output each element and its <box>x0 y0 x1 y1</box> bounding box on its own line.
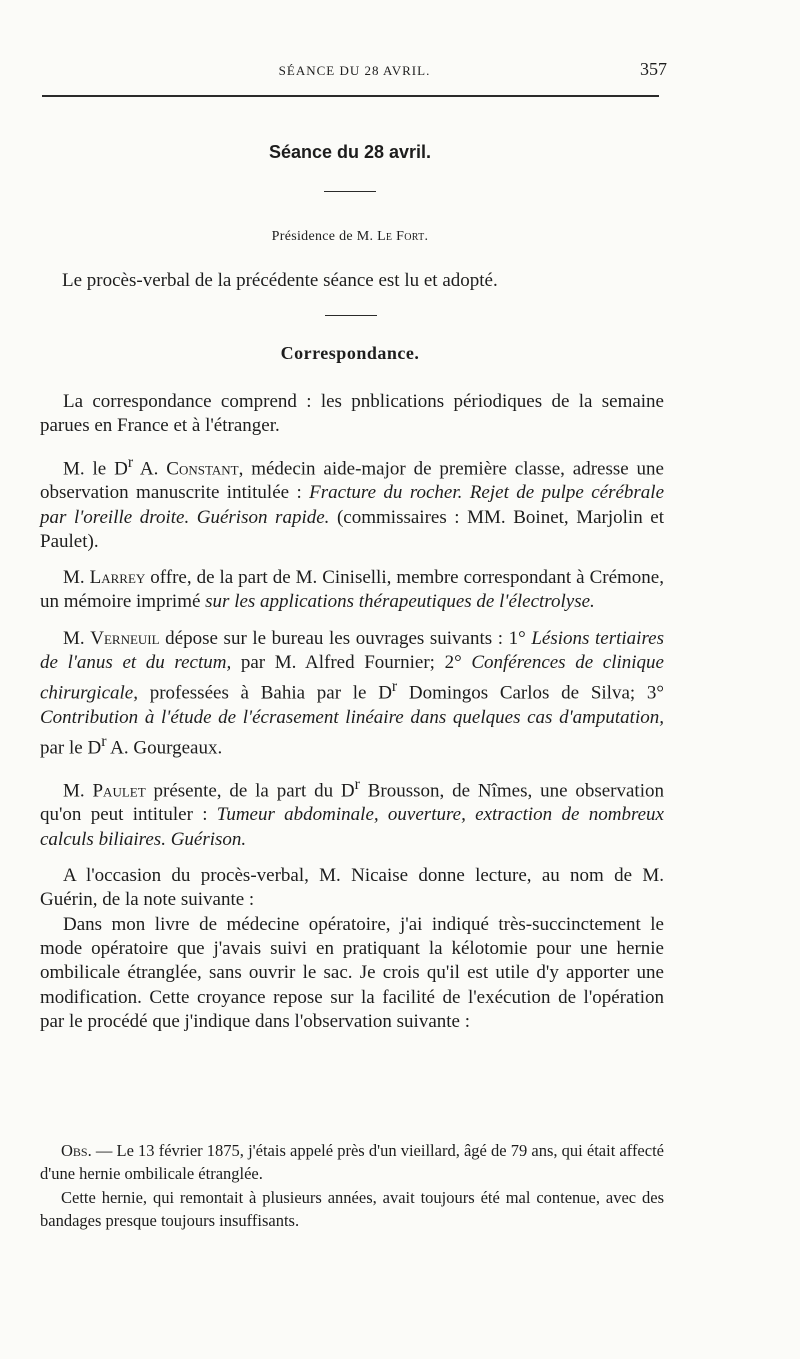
work-title: sur les applications thérapeutiques de l'électrolyse. <box>205 591 595 613</box>
work-title: Fracture du rocher. Rejet de pulpe cérébrale par l'oreille droite. Guérison rapide. <box>40 482 665 528</box>
author-name: Verneuil <box>90 627 160 649</box>
running-head <box>42 58 667 88</box>
superscript: r <box>391 678 398 696</box>
author-name: Larrey <box>89 567 146 589</box>
section-title: Correspondance. <box>280 343 420 363</box>
text-run: M. <box>63 780 93 802</box>
author-name: Constant <box>166 457 239 479</box>
section-divider <box>325 315 377 316</box>
text-run: offre, de la part de M. Ciniselli, membre correspondant à Crémone, un mémoire imprimé <box>40 567 664 613</box>
paragraph-larrey <box>40 566 664 615</box>
text-run: professées à Bahia par le D <box>137 682 392 704</box>
presidency-line <box>0 229 700 245</box>
text-run: — Le 13 février 1875, j'étais appelé près d'un vieillard, âgé de 79 ans, qui était affecté d'une hernie ombilicale étranglée. <box>40 1141 664 1184</box>
text-run: Brousson, de Nîmes, une observation qu'on peut intituler : <box>40 780 664 826</box>
work-title: Contribution à l'étude de l'écrasement linéaire dans quelques cas d'amputation, <box>40 706 664 728</box>
text-run: Domingos Carlos de Silva; 3° <box>397 682 664 704</box>
title-divider <box>324 191 376 192</box>
text-run: dépose sur le bureau les ouvrages suivants : 1° <box>159 627 532 649</box>
work-title: Conférences de clinique chirurgicale, <box>40 652 664 704</box>
paragraph-paulet <box>40 773 664 852</box>
superscript: r <box>101 733 107 751</box>
work-title: Tumeur abdominale, ouverture, extraction de nombreux calculs biliaires. Guérison. <box>40 804 664 850</box>
paragraph-constant <box>40 451 664 555</box>
presidency-prefix: Présidence de M. <box>271 229 378 244</box>
page-number: 357 <box>640 59 667 79</box>
observation-paragraph-1 <box>40 1139 664 1186</box>
work-title: Lésions tertiaires de l'anus et du rectum, <box>40 627 664 673</box>
observation-text <box>40 1139 664 1233</box>
paragraph-correspondence: La correspondance comprend : les pnblications périodiques de la semaine parues en France et à l'étranger. <box>40 391 664 437</box>
observation-paragraph-2: Cette hernie, qui remontait à plusieurs années, avait toujours été mal contenue, avec des bandages presque toujours insuffisants. <box>40 1187 664 1231</box>
paragraph-verneuil <box>40 627 664 761</box>
text-run: M. <box>63 567 90 589</box>
presidency-suffix: . <box>424 229 429 244</box>
text-run: présente, de la part du D <box>145 780 355 802</box>
session-title: Séance du 28 avril. <box>268 142 432 162</box>
text-run: par le D <box>40 737 102 759</box>
paragraph-nicaise: A l'occasion du procès-verbal, M. Nicaise donne lecture, au nom de M. Guérin, de la note suivante : <box>40 865 664 911</box>
superscript: r <box>127 453 134 471</box>
paragraph-guerin-note: Dans mon livre de médecine opératoire, j'ai indiqué très-succinctement le mode opératoire que j'avais suivi en pratiquant la kélotomie pour une hernie ombilicale étranglée, sans ouvrir le sac. Je crois qu'il est utile d'y apporter une modification. Cette croyance repose sur la facilité de l'exécution de l'opération par le procédé que j'indique dans l'observation suivante : <box>40 913 664 1032</box>
header-rule <box>42 95 659 97</box>
text-run: , médecin aide-major de première classe, adresse une observation manuscrite intitulée : <box>40 457 664 504</box>
text-run: A. <box>133 457 167 479</box>
text-run: par M. Alfred Fournier; 2° <box>231 652 472 673</box>
text-run: A. Gourgeaux. <box>106 737 223 759</box>
text-run: M. <box>63 627 91 649</box>
president-name: Le Fort <box>377 229 425 244</box>
text-run: (commissaires : MM. Boinet, Marjolin et Paulet). <box>40 506 664 552</box>
text-run: M. le D <box>63 457 128 479</box>
author-name: Paulet <box>92 780 146 802</box>
minutes-adopted: Le procès-verbal de la précédente séance est lu et adopté. <box>62 270 498 291</box>
running-title: SÉANCE DU 28 AVRIL. <box>278 63 431 78</box>
observation-label: Obs. <box>61 1141 92 1160</box>
body-text <box>40 390 664 1034</box>
superscript: r <box>354 775 360 793</box>
